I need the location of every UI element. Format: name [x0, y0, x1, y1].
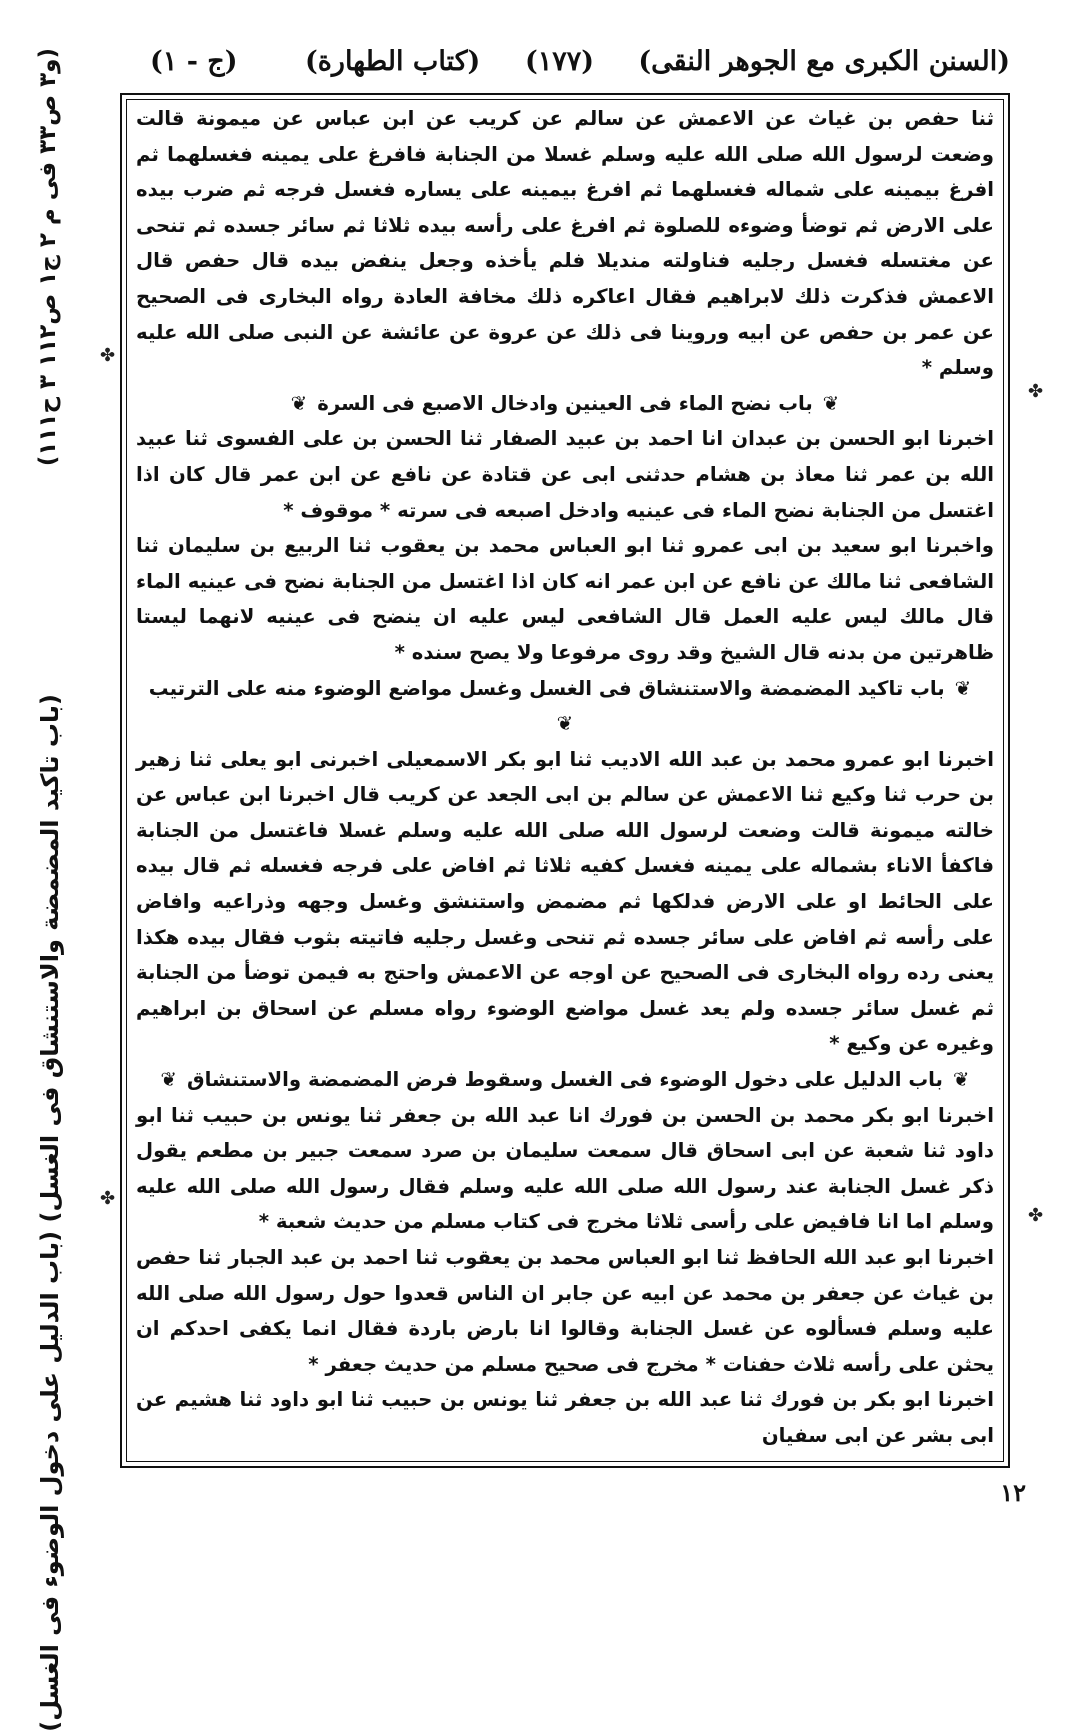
body-text — [136, 101, 994, 1454]
heading-ornament-icon: ❦ — [954, 676, 972, 700]
book-title: (السنن الكبرى مع الجوهر النقى) — [638, 46, 1010, 77]
margin-note-top: (و٣ ص٣٣ فى م ٢ ج١ ص١١٢ ٣ ح١١١) — [35, 48, 61, 467]
section-heading — [136, 671, 994, 742]
margin-note-bottom: (باب تاكيد المضمضة والاستنشاق فى الغسل) (باب الدليل على دخول الوضوء فى الغسل) — [36, 694, 64, 1732]
section-heading-text: باب نضح الماء فى العينين وادخال الاصبع فى السرة — [317, 391, 813, 415]
page-number: (١٧٧) — [525, 46, 595, 77]
body-paragraph: اخبرنا ابو عمرو محمد بن عبد الله الاديب ثنا ابو بكر الاسمعيلى اخبرنى ابو يعلى ثنا زهير بن حرب ثنا وكيع ثنا الاعمش عن سالم بن ابى الجعد عن كريب قال اخبرنا ابن عباس عن خالته ميمونة قالت وضعت لرسول الله صلى الله عليه وسلم غسلا فاغتسل من الجنابة فاكفأ الاناء بشماله على يمينه فغسل كفيه ثلاثا ثم افاض على فرجه فغسله ثم قال بيده على الحائط او على الارض فدلكها ثم مضمض واستنشق وغسل وجهه وذراعيه وافاض على رأسه ثم افاض على سائر جسده ثم تنحى وغسل رجليه فاتيته بثوب فقال بيده هكذا يعنى رده رواه البخارى فى الصحيح عن اوجه عن الاعمش واحتج به فيمن توضأ من الجنابة ثم غسل سائر جسده ولم يعد غسل مواضع الوضوء رواه مسلم عن اسحاق بن ابراهيم وغيره عن وكيع * — [136, 747, 994, 1056]
heading-ornament-icon: ❦ — [822, 391, 840, 415]
margin-ornament-icon: ✤ — [1028, 381, 1044, 402]
margin-ornament-icon: ✤ — [100, 345, 116, 366]
section-heading — [136, 1062, 994, 1098]
running-header — [130, 40, 1010, 90]
margin-ornament-icon: ✤ — [1028, 1205, 1044, 1226]
folio-number: ١٢ — [1000, 1478, 1026, 1507]
heading-ornament-icon: ❦ — [160, 1068, 178, 1092]
section-heading-text: باب تاكيد المضمضة والاستنشاق فى الغسل وغسل مواضع الوضوء منه على الترتيب — [148, 676, 945, 700]
chapter-title: (كتاب الطهارة) — [305, 46, 481, 77]
body-paragraph: اخبرنا ابو الحسن بن عبدان انا احمد بن عبيد الصفار ثنا الحسن بن على الفسوى ثنا عبيد الله بن عمر ثنا معاذ بن هشام حدثنى ابى عن قتادة عن نافع عن ابن عمر قال كان اذا اغتسل من الجنابة نضح الماء فى عينيه وادخل اصبعه فى سرته * موقوف * — [136, 427, 994, 522]
body-paragraph: اخبرنا ابو بكر محمد بن الحسن بن فورك انا عبد الله بن جعفر ثنا يونس بن حبيب ثنا ابو داود ثنا شعبة عن ابى اسحاق قال سمعت سليمان بن صرد سمعت جبير بن مطعم يقول ذكر غسل الجنابة عند رسول الله صلى الله عليه وسلم فقال رسول الله صلى الله عليه وسلم اما انا فافيض على رأسى ثلاثا مخرج فى كتاب مسلم من حديث شعبة * — [136, 1103, 994, 1234]
margin-ornament-icon: ✤ — [100, 1188, 116, 1209]
section-heading — [136, 386, 994, 422]
heading-ornament-icon: ❦ — [290, 391, 308, 415]
heading-ornament-icon: ❦ — [556, 712, 574, 736]
heading-ornament-icon: ❦ — [952, 1068, 970, 1092]
section-heading-text: باب الدليل على دخول الوضوء فى الغسل وسقوط فرض المضمضة والاستنشاق — [187, 1068, 943, 1092]
body-paragraph: ثنا حفص بن غياث عن الاعمش عن سالم عن كريب عن ابن عباس عن ميمونة قالت وضعت لرسول الله صلى الله عليه وسلم غسلا من الجنابة فافرغ على يمينه فغسلهما ثم افرغ بيمينه على شماله فغسلهما ثم افرغ بيمينه على يساره فغسل فرجه ثم ضرب بيده على الارض ثم توضأ وضوءه للصلوة ثم افرغ على رأسه بيده ثلاثا ثم سائر جسده ثم تنحى عن مغتسله فغسل رجليه فناولته منديلا فلم يأخذه وجعل ينفض بيده قال حفص قال الاعمش فذكرت ذلك لابراهيم فقال اعاكره ذلك مخافة العادة رواه البخارى فى الصحيح عن عمر بن حفص عن ابيه وروينا فى ذلك عن عروة عن عائشة عن النبى صلى الله عليه وسلم * — [136, 107, 994, 380]
body-paragraph: اخبرنا ابو بكر بن فورك ثنا عبد الله بن جعفر ثنا يونس بن حبيب ثنا ابو داود ثنا هشيم عن ابى بشر عن ابى سفيان — [136, 1388, 994, 1447]
body-paragraph: واخبرنا ابو سعيد بن ابى عمرو ثنا ابو العباس محمد بن يعقوب ثنا الربيع بن سليمان ثنا الشافعى ثنا مالك عن نافع عن ابن عمر انه كان اذا اغتسل من الجنابة نضح فى عينيه الماء قال مالك ليس عليه العمل قال الشافعى ليس عليه ان ينضح فى عينيه لانهما ليستا ظاهرتين من بدنه قال الشيخ وقد روى مرفوعا ولا يصح سنده * — [136, 534, 994, 664]
body-paragraph: اخبرنا ابو عبد الله الحافظ ثنا ابو العباس محمد بن يعقوب ثنا احمد بن عبد الجبار ثنا حفص بن غياث عن جعفر بن محمد عن ابيه عن جابر ان الناس قعدوا حول رسول الله صلى الله عليه وسلم فسألوه عن غسل الجنابة وقالوا انا بارض باردة فقال انما يكفى احدكم ان يحثن على رأسه ثلاث حفنات * مخرج فى صحيح مسلم من حديث جعفر * — [136, 1246, 994, 1376]
volume-number: (ج - ١) — [150, 46, 238, 77]
text-frame — [120, 93, 1010, 1468]
